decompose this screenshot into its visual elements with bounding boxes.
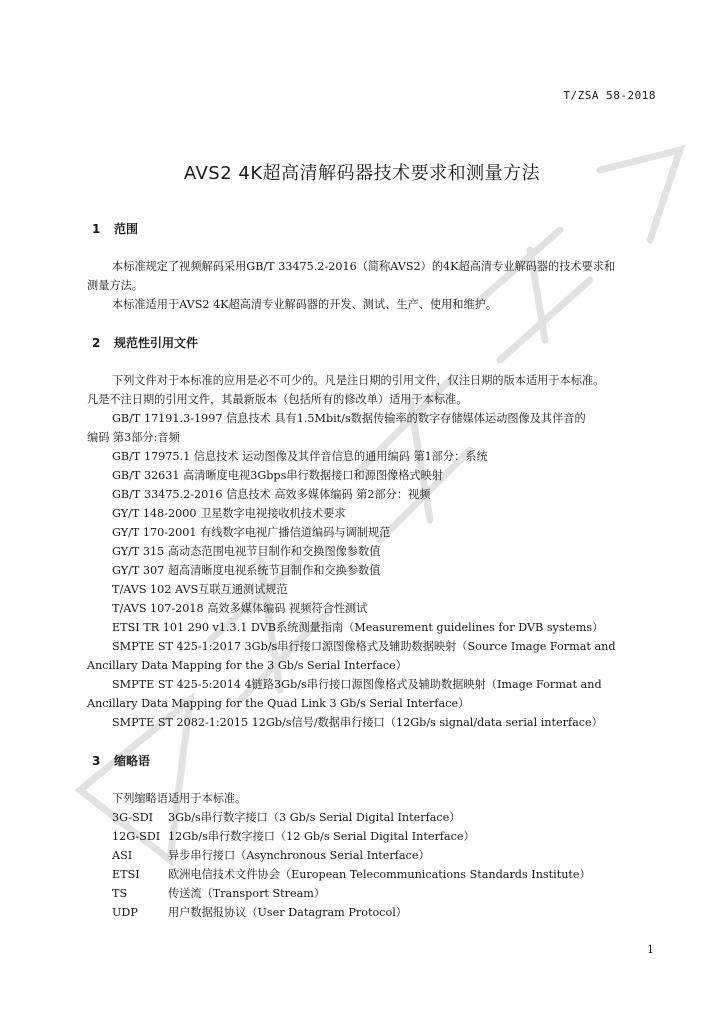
section-number: 3 bbox=[92, 754, 101, 768]
reference-line: GY/T 315 高动态范围电视节目制作和交换图像参数值 bbox=[112, 545, 381, 558]
abbreviation-code: ASI bbox=[112, 849, 133, 862]
abbreviation-code: 12G-SDI bbox=[112, 830, 161, 843]
abbreviation-desc: 3Gb/s串行数字接口（3 Gb/s Serial Digital Interface） bbox=[168, 811, 461, 824]
reference-line: GB/T 33475.2-2016 信息技术 高效多媒体编码 第2部分：视频 bbox=[112, 488, 431, 501]
abbreviation-code: 3G-SDI bbox=[112, 811, 154, 824]
reference-line: 编码 第3部分:音频 bbox=[87, 431, 180, 444]
abbreviation-code: TS bbox=[112, 887, 128, 900]
reference-line: GB/T 17975.1 信息技术 运动图像及其伴音信息的通用编码 第1部分：系统 bbox=[112, 450, 488, 463]
abbreviation-row bbox=[112, 808, 460, 827]
reference-line: Ancillary Data Mapping for the 3 Gb/s Serial Interface） bbox=[87, 659, 407, 672]
abbreviation-desc: 异步串行接口（Asynchronous Serial Interface） bbox=[168, 849, 430, 862]
abbreviation-desc: 传送流（Transport Stream） bbox=[168, 887, 326, 900]
page-title: AVS2 4K超高清解码器技术要求和测量方法 bbox=[183, 163, 541, 184]
section-title: 范围 bbox=[114, 222, 139, 236]
abbreviation-code: UDP bbox=[112, 906, 138, 919]
paragraph-line: 测量方法。 bbox=[87, 279, 143, 292]
section-2-heading bbox=[92, 334, 198, 351]
abbreviation-desc: 12Gb/s串行数字接口（12 Gb/s Serial Digital Interface） bbox=[168, 830, 475, 843]
section-1-heading bbox=[92, 220, 138, 237]
reference-line: GY/T 307 超高清晰度电视系统节目制作和交换参数值 bbox=[112, 564, 381, 577]
paragraph-line: 下列缩略语适用于本标准。 bbox=[112, 792, 247, 805]
section-number: 2 bbox=[92, 336, 101, 350]
section-title: 缩略语 bbox=[114, 754, 151, 768]
abbreviation-row bbox=[112, 865, 591, 884]
reference-line: GY/T 170-2001 有线数字电视广播信道编码与调制规范 bbox=[112, 526, 391, 539]
reference-line: T/AVS 102 AVS互联互通测试规范 bbox=[112, 583, 288, 596]
abbreviation-row bbox=[112, 903, 407, 922]
reference-line: ETSI TR 101 290 v1.3.1 DVB系统测量指南（Measurement guidelines for DVB systems） bbox=[112, 621, 604, 634]
abbreviation-row bbox=[112, 846, 430, 865]
section-3-heading bbox=[92, 752, 150, 769]
reference-line: GB/T 32631 高清晰度电视3Gbps串行数据接口和源图像格式映射 bbox=[112, 469, 443, 482]
page-number: 1 bbox=[647, 943, 654, 956]
paragraph-line: 下列文件对于本标准的应用是必不可少的。凡是注日期的引用文件，仅注日期的版本适用于本标准。 bbox=[112, 374, 605, 387]
reference-line: SMPTE ST 425-1:2017 3Gb/s串行接口源图像格式及辅助数据映射（Source Image Format and bbox=[112, 640, 616, 653]
paragraph-line: 本标准适用于AVS2 4K超高清专业解码器的开发、测试、生产、使用和维护。 bbox=[112, 298, 498, 311]
reference-line: SMPTE ST 2082-1:2015 12Gb/s信号/数据串行接口（12Gb/s signal/data serial interface） bbox=[112, 716, 603, 729]
reference-line: SMPTE ST 425-5:2014 4链路3Gb/s串行接口源图像格式及辅助数据映射（Image Format and bbox=[112, 678, 602, 691]
abbreviation-row bbox=[112, 827, 475, 846]
section-number: 1 bbox=[92, 222, 101, 236]
paragraph-line: 凡是不注日期的引用文件，其最新版本（包括所有的修改单）适用于本标准。 bbox=[87, 393, 468, 406]
reference-line: Ancillary Data Mapping for the Quad Link 3 Gb/s Serial Interface） bbox=[87, 697, 470, 710]
reference-line: GB/T 17191.3-1997 信息技术 具有1.5Mbit/s数据传输率的数字存储媒体运动图像及其伴音的 bbox=[112, 412, 586, 425]
reference-line: GY/T 148-2000 卫星数字电视接收机技术要求 bbox=[112, 507, 346, 520]
abbreviation-desc: 用户数据报协议（User Datagram Protocol） bbox=[168, 906, 407, 919]
document-code: T/ZSA 58-2018 bbox=[563, 89, 656, 102]
reference-line: T/AVS 107-2018 高效多媒体编码 视频符合性测试 bbox=[112, 602, 368, 615]
abbreviation-desc: 欧洲电信技术文件协会（European Telecommunications Standards Institute） bbox=[168, 868, 591, 881]
paragraph-line: 本标准规定了视频解码采用GB/T 33475.2-2016（简称AVS2）的4K超高清专业解码器的技术要求和 bbox=[112, 260, 616, 273]
abbreviation-code: ETSI bbox=[112, 868, 140, 881]
section-title: 规范性引用文件 bbox=[114, 336, 199, 350]
abbreviation-row bbox=[112, 884, 325, 903]
